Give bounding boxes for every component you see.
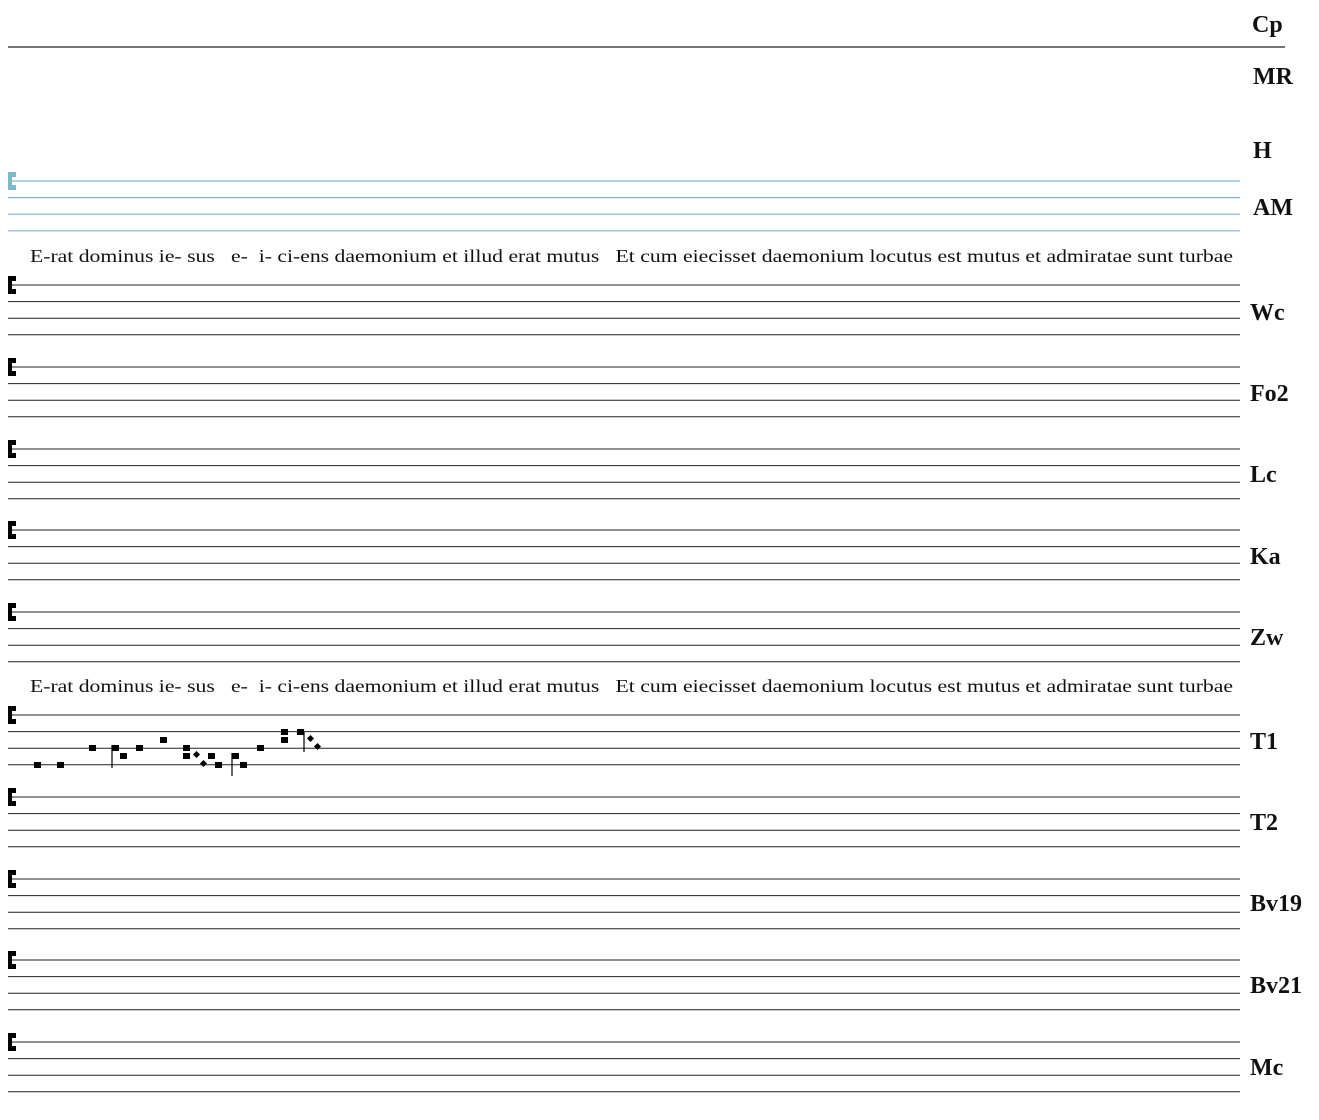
sigla-column <box>1250 12 1302 1081</box>
siglum-wc[interactable]: Wc <box>1250 300 1285 326</box>
neume-punctum <box>120 753 127 759</box>
siglum-t1[interactable]: T1 <box>1250 729 1279 755</box>
neume-punctum <box>183 753 190 759</box>
siglum-cp[interactable]: Cp <box>1252 12 1283 38</box>
neume-punctum <box>297 729 304 735</box>
staff-fo2 <box>8 358 1240 417</box>
neume-punctum <box>183 745 190 751</box>
siglum-lc[interactable]: Lc <box>1250 462 1277 488</box>
siglum-mc[interactable]: Mc <box>1250 1055 1284 1081</box>
staff-bv19 <box>8 870 1240 929</box>
neume-punctum <box>112 745 119 751</box>
staff-bv21 <box>8 951 1240 1010</box>
siglum-fo2[interactable]: Fo2 <box>1250 381 1289 407</box>
staff-wc <box>8 276 1240 335</box>
neume-punctum <box>136 745 143 751</box>
neume-rhombus <box>200 760 207 767</box>
neume-rhombus <box>307 735 314 742</box>
neume-punctum <box>160 737 167 743</box>
staff-mc <box>8 1033 1240 1092</box>
staves <box>8 172 1240 1092</box>
neume-punctum <box>232 753 239 759</box>
neume-punctum <box>89 745 96 751</box>
siglum-ka[interactable]: Ka <box>1250 544 1281 570</box>
staff-t1 <box>8 706 1240 765</box>
siglum-zw[interactable]: Zw <box>1250 625 1284 651</box>
siglum-mr[interactable]: MR <box>1253 64 1293 90</box>
staff-t2 <box>8 788 1240 847</box>
siglum-am[interactable]: AM <box>1253 195 1293 221</box>
staff-zw <box>8 603 1240 662</box>
neume-rhombus <box>314 743 321 750</box>
neumes-t1 <box>34 729 321 776</box>
siglum-h[interactable]: H <box>1253 138 1272 164</box>
lyric-line-2: E-rat dominus ie- sus e- i- ci-ens daemonium et illud erat mutus Et cum eiecisset daemonium locutus est mutus et admiratae sunt turbae <box>30 676 1234 696</box>
siglum-bv19[interactable]: Bv19 <box>1250 891 1303 917</box>
neume-punctum <box>34 762 41 768</box>
staff-am <box>8 172 1240 231</box>
lyric-line-1: E-rat dominus ie- sus e- i- ci-ens daemonium et illud erat mutus Et cum eiecisset daemonium locutus est mutus et admiratae sunt turbae <box>30 246 1234 266</box>
neume-punctum <box>215 762 222 768</box>
staff-lc <box>8 440 1240 499</box>
neume-punctum <box>57 762 64 768</box>
siglum-t2[interactable]: T2 <box>1250 810 1279 836</box>
neume-punctum <box>281 729 288 735</box>
staff-ka <box>8 521 1240 580</box>
siglum-bv21[interactable]: Bv21 <box>1250 973 1303 999</box>
neume-rhombus <box>193 751 200 758</box>
neume-punctum <box>257 745 264 751</box>
neume-punctum <box>240 762 247 768</box>
neume-punctum <box>208 753 215 759</box>
neume-punctum <box>281 737 288 743</box>
